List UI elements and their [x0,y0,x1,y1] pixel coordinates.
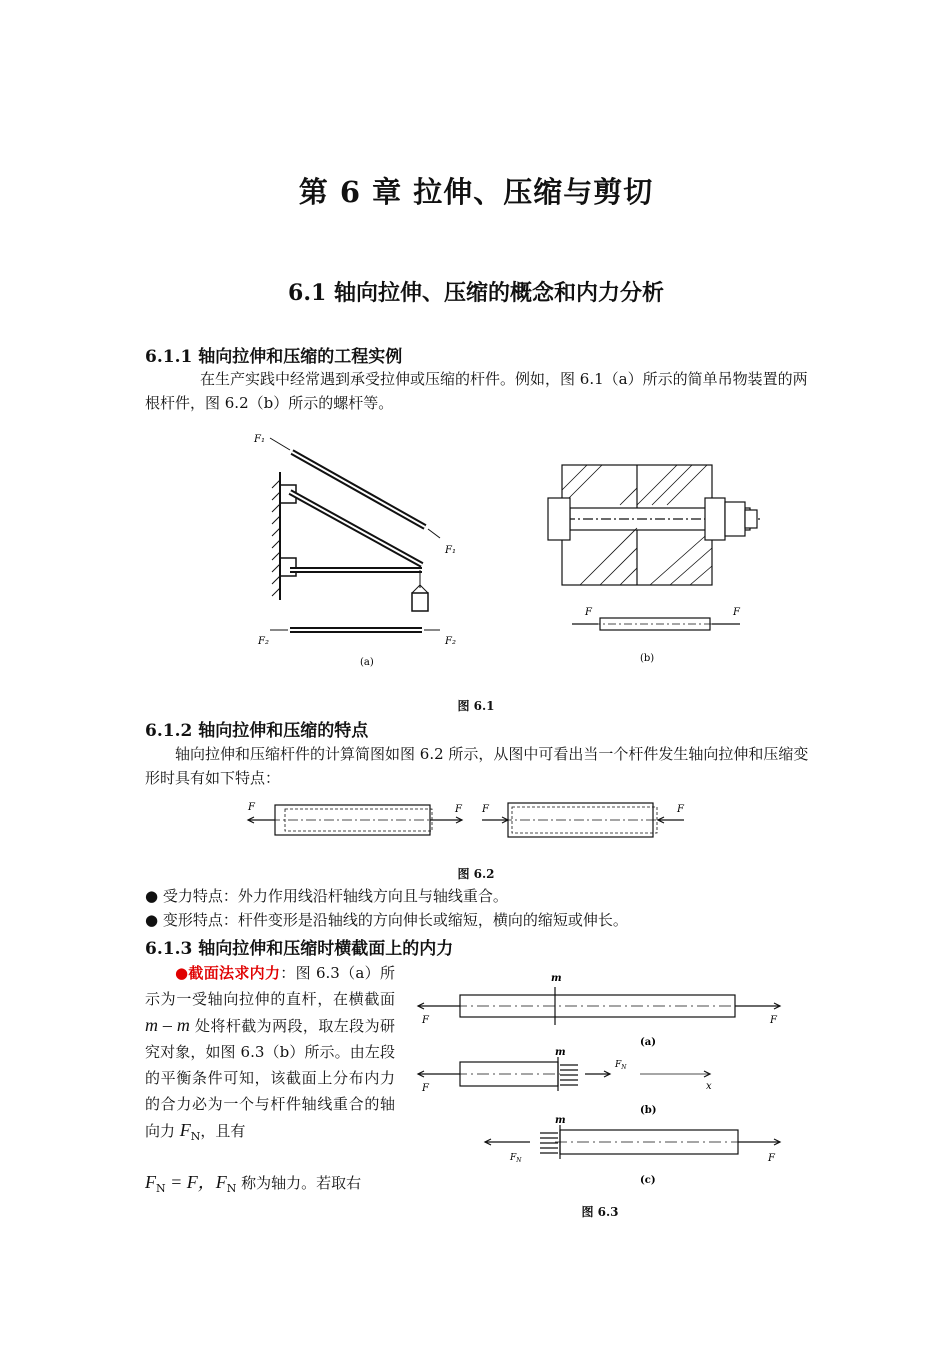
eq-fn2: F [215,1172,227,1192]
figure-6-1a [270,438,440,630]
eq-fn-sub: N [156,1182,166,1195]
paragraph-6-1-1: 在生产实践中经常遇到承受拉伸或压缩的杆件。例如，图 6.1（a）所示的简单吊物装置的两根杆件，图 6.2（b）所示的螺杆等。 [145,370,808,412]
label-f-c: F [768,1153,775,1164]
chapter-title: 第 6 章 拉伸、压缩与剪切 [298,175,654,209]
label-f-62b-right: F [677,804,684,815]
subcaption-63c: (c) [640,1175,656,1186]
caption-figure-6-3: 图 6.3 [581,1205,619,1219]
text-part-4: 称为轴力。若取右 [236,1174,362,1192]
figure-6-1b [548,465,760,630]
label-f-62a-right: F [455,804,462,815]
label-f-a-left: F [422,1015,429,1026]
subcaption-63b: (b) [640,1105,657,1116]
caption-figure-6-1: 图 6.1 [457,699,495,713]
label-fn-c: $F_N$ [510,1153,522,1164]
label-fn-b: $F_N$ [615,1060,627,1071]
math-fn: F [179,1120,191,1140]
figure-6-2 [240,795,700,845]
figure-6-3 [410,965,790,1190]
label-m-b: m [555,1047,566,1058]
math-fn-sub: N [190,1130,201,1143]
label-m-c: m [555,1115,566,1126]
bullet-force: ● 受力特点：外力作用线沿杆轴线方向且与轴线重合。 [145,887,508,905]
label-m-a: m [551,973,562,984]
math-mm: m – m [145,1015,190,1035]
bullet-force-text: 受力特点：外力作用线沿杆轴线方向且与轴线重合。 [162,887,508,905]
subcaption-63a: (a) [640,1037,656,1048]
eq-mid: = F， [165,1172,216,1192]
label-f-left: F [585,607,592,618]
label-x: x [706,1081,712,1092]
figure-6-1 [240,430,780,675]
text-part-1: ：图 6.3（a）所示为一受轴向拉伸的直杆，在横截面 [145,964,395,1008]
label-f-62b-left: F [482,804,489,815]
caption-figure-6-2: 图 6.2 [457,867,495,881]
eq-fn: F [145,1172,156,1192]
label-f2-right: F₂ [445,636,456,647]
paragraph-6-1-2: 轴向拉伸和压缩杆件的计算简图如图 6.2 所示，从图中可看出当一个杆件发生轴向拉伸和压缩变形时具有如下特点： [145,745,809,787]
heading-6-1-2: 6.1.2 轴向拉伸和压缩的特点 [145,721,369,741]
label-f-right: F [733,607,740,618]
subcaption-b: (b) [640,653,655,664]
bullet-deform-text: 变形特点：杆件变形是沿轴线的方向伸长或缩短，横向的缩短或伸长。 [162,911,628,929]
subcaption-a: (a) [360,657,374,668]
label-f-a-right: F [770,1015,777,1026]
heading-6-1-3: 6.1.3 轴向拉伸和压缩时横截面上的内力 [145,939,454,959]
text-part-3: ，且有 [200,1122,246,1140]
label-f-62a-left: F [248,802,255,813]
text-part-2: 处将杆截为两段，取左段为研究对象，如图 6.3（b）所示。由左段的平衡条件可知，该截面上分布内力的合力必为一个与杆件轴线重合的轴向力 [145,1017,395,1140]
equation-line [145,1168,361,1195]
label-f1-bottom: F₁ [445,545,456,556]
label-f1-top: F₁ [254,434,265,445]
label-f-b: F [422,1083,429,1094]
section-title: 6.1 轴向拉伸、压缩的概念和内力分析 [288,280,664,306]
paragraph-6-1-3 [145,960,395,1150]
label-f2-left: F₂ [258,636,269,647]
eq-fn2-sub: N [226,1182,237,1195]
heading-6-1-1: 6.1.1 轴向拉伸和压缩的工程实例 [145,347,403,367]
highlight-section-method: ●截面法求内力 [175,964,281,982]
bullet-deform: ● 变形特点：杆件变形是沿轴线的方向伸长或缩短，横向的缩短或伸长。 [145,911,628,929]
